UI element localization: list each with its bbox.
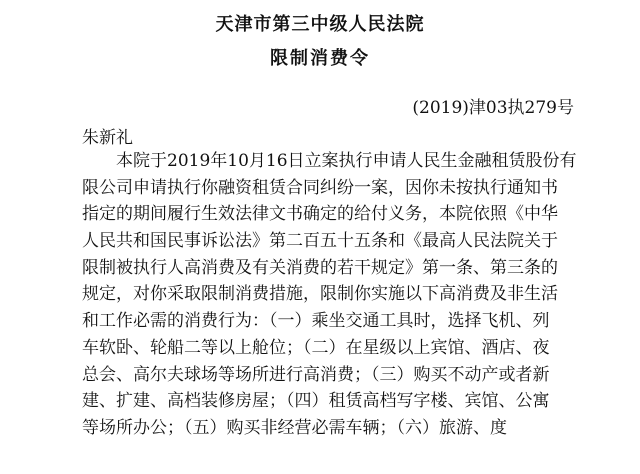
court-name: 天津市第三中级人民法院 [215,14,425,35]
body-line: 规定，对你采取限制消费措施，限制你实施以下高消费及非生活 [82,284,558,305]
document-title: 限制消费令 [270,48,370,69]
addressee: 朱新礼 [82,128,133,148]
body-line: 限制被执行人高消费及有关消费的若干规定》第一条、第三条的 [82,257,558,278]
body-line: 本院于2019年10月16日立案执行申请人民生金融租赁股份有 [116,151,577,171]
body-line: 建、扩建、高档装修房屋；（四）租赁高档写字楼、宾馆、公寓 [82,391,550,412]
body-line: 指定的期间履行生效法律文书确定的给付义务，本院依照《中华 [82,204,558,225]
body-text [82,148,582,442]
body-line: 和工作必需的消费行为：（一）乘坐交通工具时，选择飞机、列 [82,311,550,332]
body-line: 车软卧、轮船二等以上舱位；（二）在星级以上宾馆、酒店、夜 [82,337,550,358]
body-line: 等场所办公；（五）购买非经营必需车辆；（六）旅游、度 [82,417,507,438]
case-number: (2019)津03执279号 [412,98,574,118]
body-line: 限公司申请执行你融资租赁合同纠纷一案，因你未按执行通知书 [82,177,558,198]
body-line: 总会、高尔夫球场等场所进行高消费；（三）购买不动产或者新 [82,364,550,385]
body-line: 人民共和国民事诉讼法》第二百五十五条和《最高人民法院关于 [82,231,558,252]
